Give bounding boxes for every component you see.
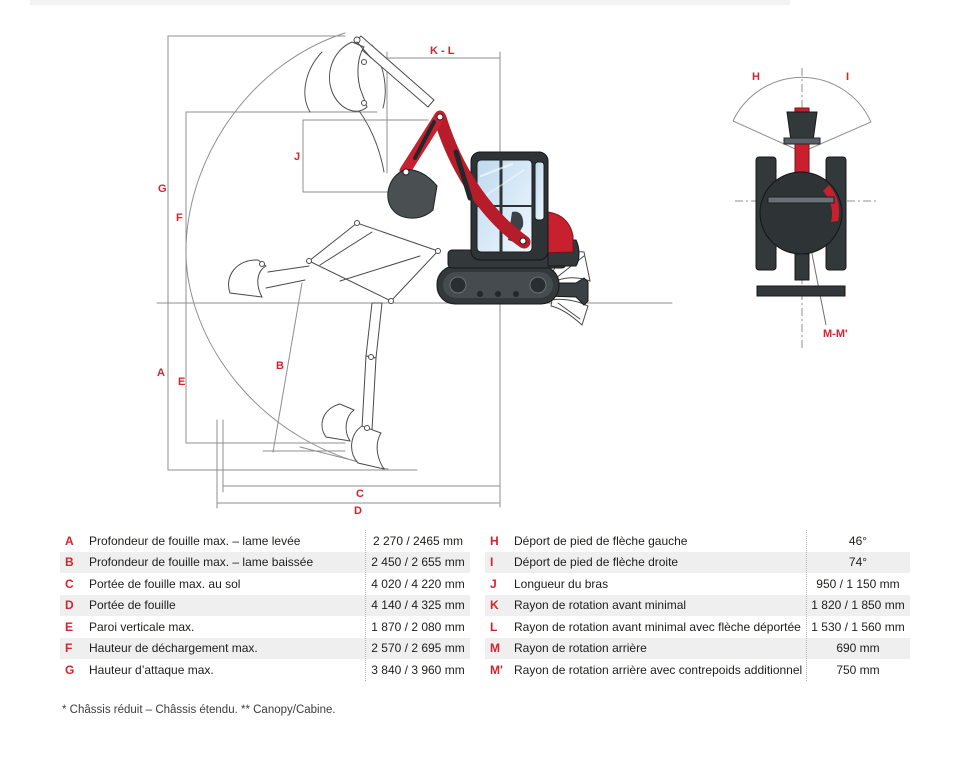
idler-wheel xyxy=(450,277,466,293)
spec-label: Rayon de rotation avant minimal avec flèche déportée xyxy=(514,619,801,634)
spec-label: Déport de pied de flèche droite xyxy=(514,555,679,570)
table-row xyxy=(485,573,910,595)
side-view-diagram xyxy=(157,33,672,517)
dim-label-j: J xyxy=(294,151,301,163)
table-left-dotted-separator xyxy=(365,530,366,681)
dim-label-kl: K - L xyxy=(430,45,455,57)
bucket-gray xyxy=(388,170,437,218)
spec-letter: H xyxy=(490,533,499,548)
table-row xyxy=(485,552,910,574)
spec-table-right xyxy=(485,530,910,681)
table-row xyxy=(485,530,910,552)
spec-letter: G xyxy=(65,662,75,677)
spec-label: Portée de fouille xyxy=(89,598,176,613)
dim-label-a: A xyxy=(157,367,165,379)
table-row xyxy=(60,530,470,552)
spec-label: Rayon de rotation avant minimal xyxy=(514,598,687,613)
bucket-top-view xyxy=(787,112,817,141)
spec-letter: A xyxy=(65,533,74,548)
bucket-crossbar xyxy=(784,138,820,144)
table-row xyxy=(60,573,470,595)
dim-label-f: F xyxy=(176,212,183,224)
excavator-top-illustration xyxy=(756,108,846,296)
spec-letter: B xyxy=(65,555,74,570)
table-row xyxy=(60,595,470,617)
boom-apex-pin xyxy=(437,114,443,120)
dim-label-h: H xyxy=(752,71,760,83)
spec-label: Portée de fouille max. au sol xyxy=(89,576,241,591)
sprocket-wheel xyxy=(530,277,546,293)
dim-label-c: C xyxy=(356,488,364,500)
spec-label: Rayon de rotation arrière avec contrepoids additionnel xyxy=(514,662,803,677)
spec-letter: K xyxy=(490,598,499,613)
spec-value: 3 840 / 3 960 mm xyxy=(371,662,465,677)
spec-value: 1 820 / 1 850 mm xyxy=(811,598,905,613)
bucket-swing-curve xyxy=(357,108,384,172)
spec-value: 4 020 / 4 220 mm xyxy=(371,576,465,591)
spec-label: Hauteur d’attaque max. xyxy=(89,662,214,677)
spec-label: Rayon de rotation arrière xyxy=(514,641,647,656)
dim-label-d: D xyxy=(354,505,362,517)
spec-label: Hauteur de déchargement max. xyxy=(89,641,258,656)
dim-label-i: I xyxy=(846,71,850,83)
dim-label-g: G xyxy=(158,183,167,195)
spec-value: 74° xyxy=(848,555,868,570)
spec-value: 690 mm xyxy=(836,641,880,656)
track-roller-3 xyxy=(513,291,519,297)
spec-value: 2 270 / 2465 mm xyxy=(372,533,464,548)
excavator-side-illustration xyxy=(388,114,590,325)
spec-value: 750 mm xyxy=(836,662,880,677)
spec-label: Profondeur de fouille max. – lame baissée xyxy=(89,555,314,570)
table-row xyxy=(485,659,910,681)
table-row xyxy=(485,638,910,660)
table-row xyxy=(60,616,470,638)
spec-value: 1 530 / 1 560 mm xyxy=(811,619,905,634)
bucket-pin xyxy=(403,169,409,175)
table-row xyxy=(485,616,910,638)
spec-label: Déport de pied de flèche gauche xyxy=(514,533,688,548)
spec-letter: L xyxy=(490,619,498,634)
spec-value: 46° xyxy=(848,533,868,548)
spec-value: 1 870 / 2 080 mm xyxy=(371,619,465,634)
ghost-arm-max-height xyxy=(329,36,434,111)
spec-label: Longueur du bras xyxy=(514,576,609,591)
spec-letter: I xyxy=(490,555,494,570)
spec-label: Paroi verticale max. xyxy=(89,619,195,634)
cab-window-rear xyxy=(535,162,544,220)
dim-label-b: B xyxy=(276,360,284,372)
spec-value: 2 570 / 2 695 mm xyxy=(371,641,465,656)
ghost-arm-ground-reach xyxy=(229,221,441,304)
table-row xyxy=(60,659,470,681)
spec-letter: C xyxy=(65,576,74,591)
footnote: * Châssis réduit – Châssis étendu. ** Canopy/Cabine. xyxy=(62,704,336,716)
spec-letter: F xyxy=(65,641,73,656)
spec-letter: J xyxy=(490,576,497,591)
blade-support-post xyxy=(795,254,809,280)
track-roller-1 xyxy=(477,291,483,297)
swing-body-circle xyxy=(760,172,842,254)
engine-hood-seam xyxy=(768,197,834,203)
spec-letter: D xyxy=(65,598,74,613)
spec-letter: M' xyxy=(490,662,503,677)
blade-bar-top-view xyxy=(757,286,845,296)
spec-letter: M xyxy=(490,641,500,656)
dim-label-e: E xyxy=(178,376,186,388)
dim-label-mm: M-M' xyxy=(823,328,848,340)
table-right-dotted-separator xyxy=(806,530,807,681)
ghost-arm-positions xyxy=(229,36,441,469)
ghost-arm-max-depth xyxy=(322,303,384,469)
table-row xyxy=(485,595,910,617)
table-row xyxy=(60,638,470,660)
track-roller-2 xyxy=(495,291,501,297)
spec-value: 4 140 / 4 325 mm xyxy=(371,598,465,613)
spec-value: 950 / 1 150 mm xyxy=(816,576,900,591)
top-view-diagram xyxy=(733,68,877,348)
table-row xyxy=(60,552,470,574)
top-bucket-arc-left xyxy=(305,52,322,112)
boom-foot-pin xyxy=(520,238,526,244)
spec-label: Profondeur de fouille max. – lame levée xyxy=(89,533,301,548)
spec-table-left xyxy=(60,530,470,681)
spec-letter: E xyxy=(65,619,74,634)
spec-value: 2 450 / 2 655 mm xyxy=(371,555,465,570)
